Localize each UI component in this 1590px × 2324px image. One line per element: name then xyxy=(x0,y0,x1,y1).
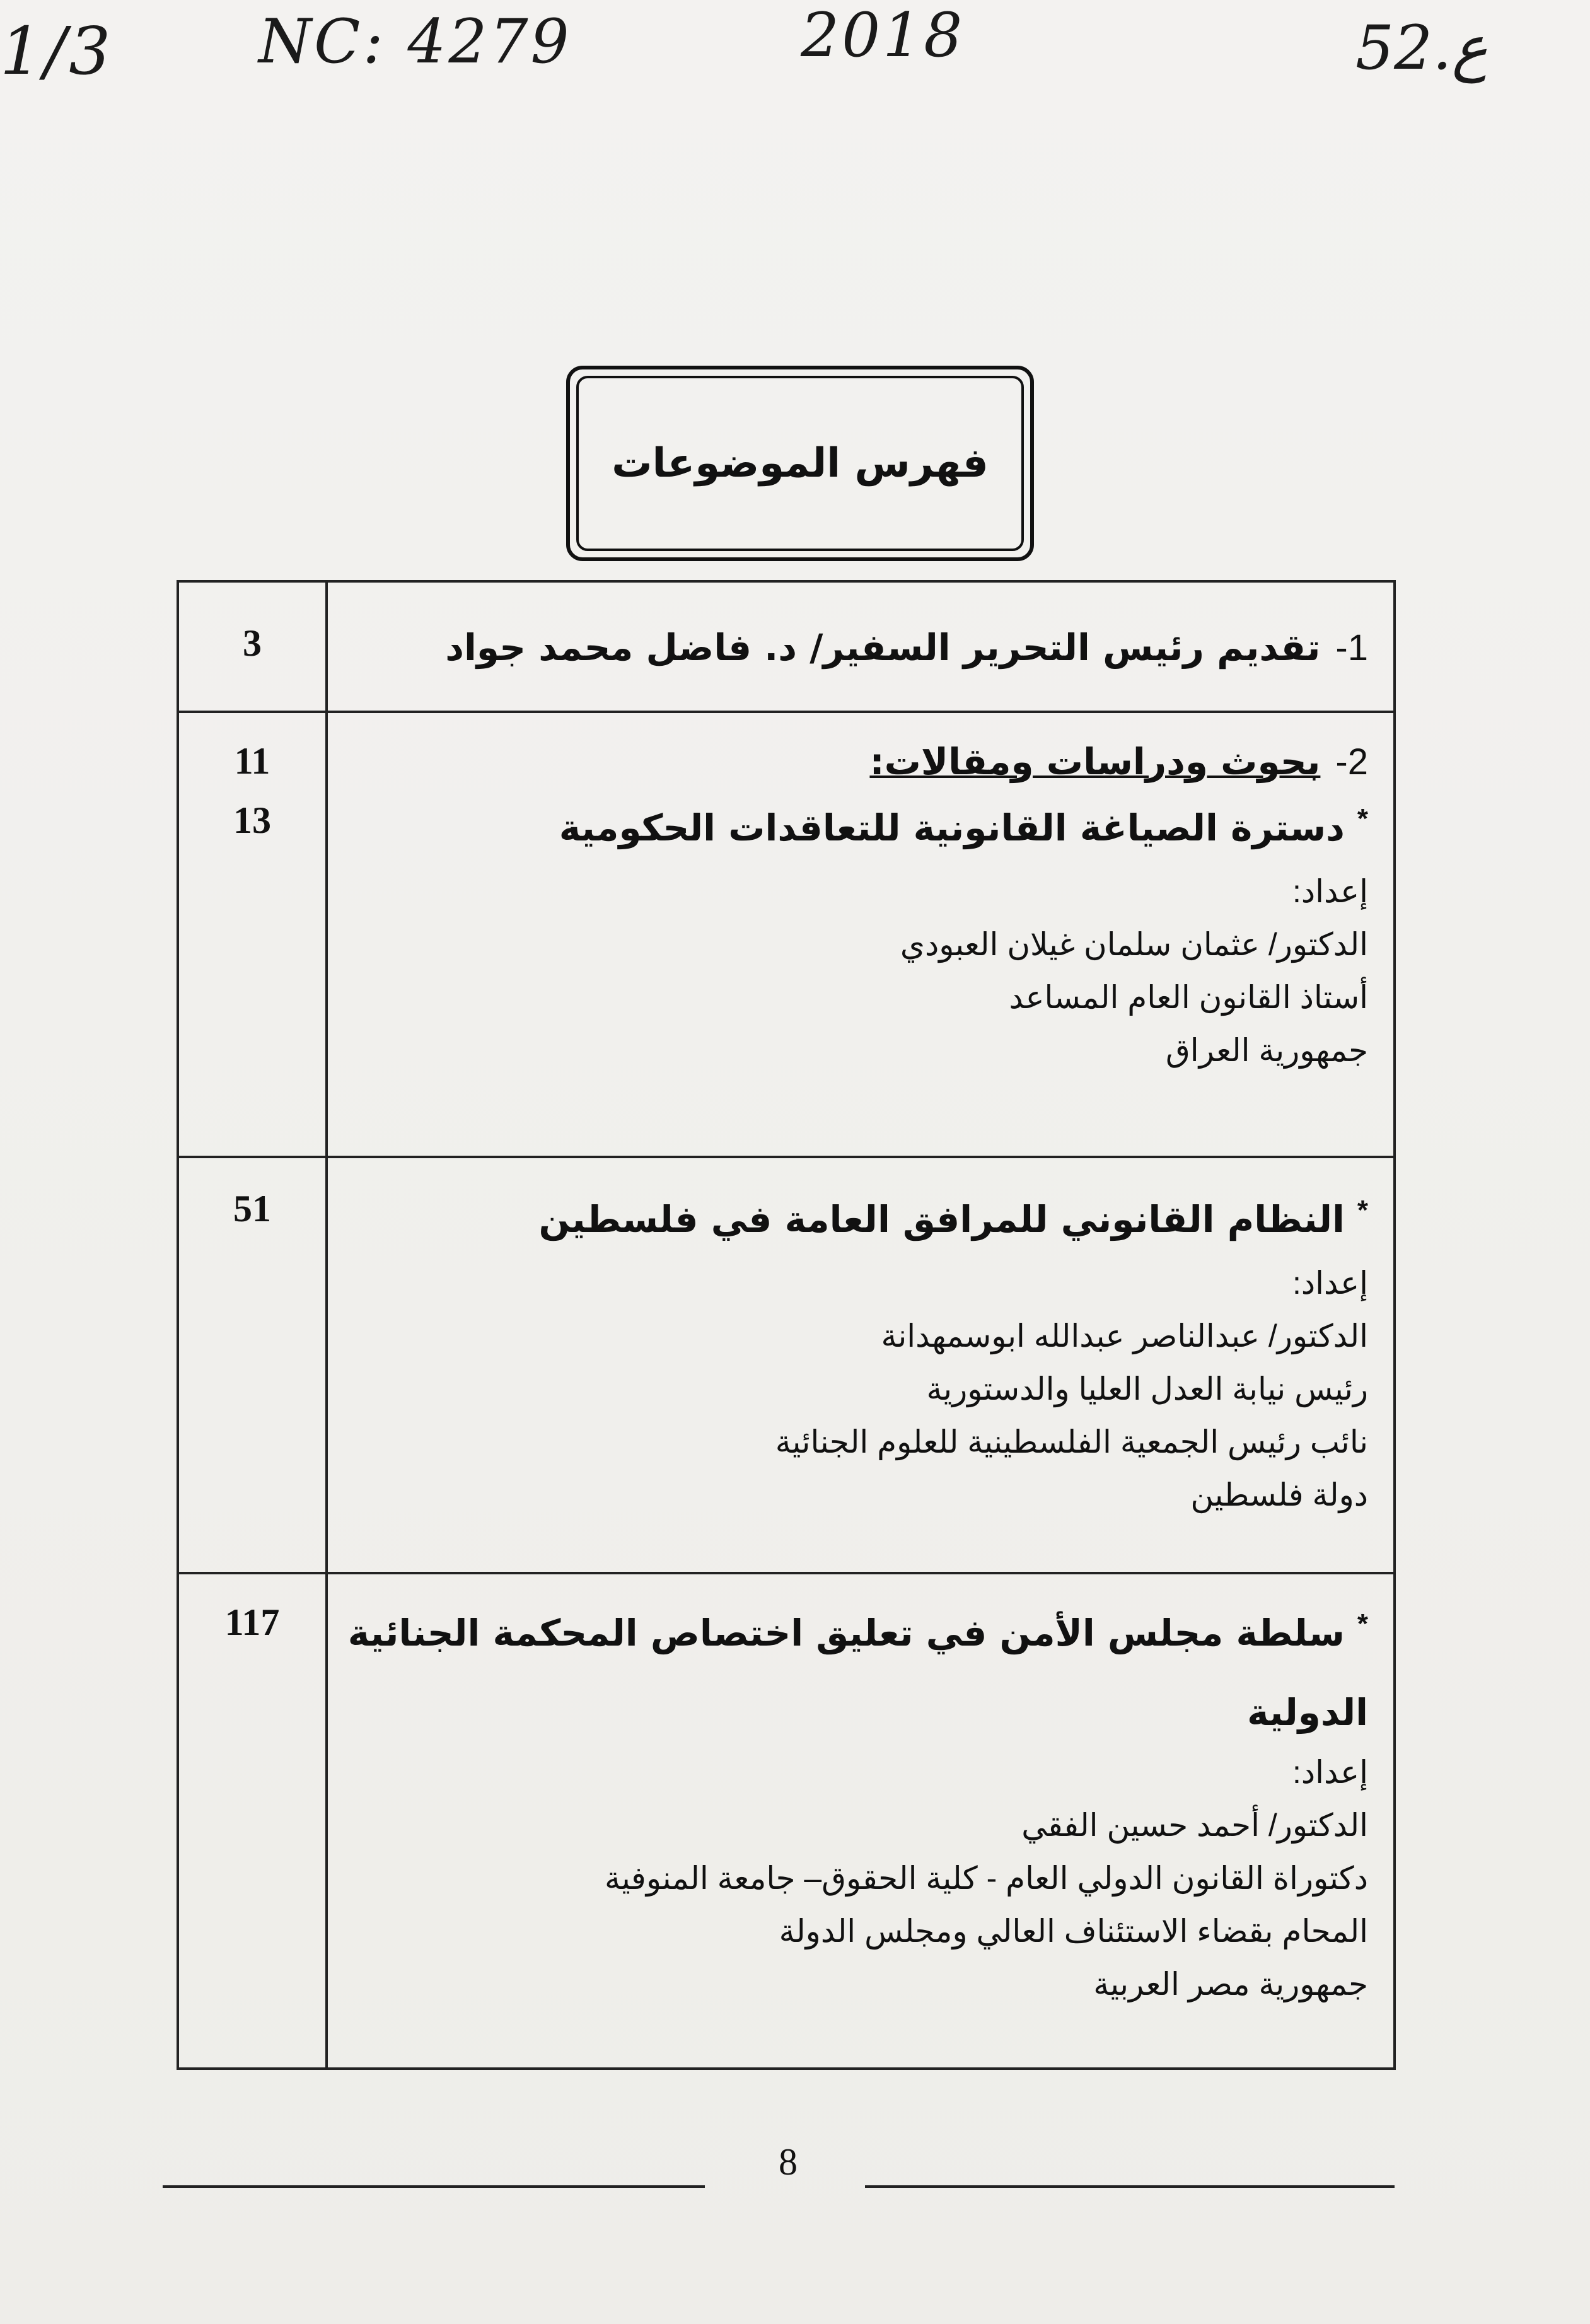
author-line: دكتوراة القانون الدولي العام - كلية الحقوق– جامعة المنوفية xyxy=(605,1861,1368,1896)
prepared-label: إعداد: xyxy=(1292,1755,1368,1790)
footer-rule-left xyxy=(163,2185,705,2188)
toc-row-1 xyxy=(179,583,1393,713)
author-line: الدكتور/ عبدالناصر عبدالله ابوسمهدانة xyxy=(881,1318,1368,1354)
toc-table xyxy=(177,580,1396,2070)
author-line: أستاذ القانون العام المساعد xyxy=(1009,980,1368,1015)
page-number: 117 xyxy=(224,1601,280,1643)
author-line: الدكتور/ عثمان سلمان غيلان العبودي xyxy=(900,927,1368,962)
author-line: المحام بقضاء الاستئناف العالي ومجلس الدولة xyxy=(779,1914,1368,1949)
author-line: نائب رئيس الجمعية الفلسطينية للعلوم الجنائية xyxy=(775,1424,1368,1460)
article-title-text: النظام القانوني للمرافق العامة في فلسطين xyxy=(538,1198,1345,1241)
article-title xyxy=(349,791,1368,856)
row-content xyxy=(349,733,1368,1077)
handwritten-year: 2018 xyxy=(801,0,965,71)
toc-heading xyxy=(349,619,1368,677)
footer-page-number: 8 xyxy=(779,2141,798,2183)
footer-rule-right xyxy=(865,2185,1395,2188)
heading-text: تقديم رئيس التحرير السفير/ د. فاضل محمد جواد xyxy=(445,626,1321,669)
author-line: دولة فلسطين xyxy=(1190,1477,1368,1513)
author-line: جمهورية العراق xyxy=(1166,1033,1368,1068)
star-bullet: * xyxy=(1357,803,1368,834)
prepared-label: إعداد: xyxy=(1292,874,1368,909)
article-title-text: دسترة الصياغة القانونية للتعاقدات الحكومية xyxy=(559,806,1345,849)
row-content xyxy=(349,1182,1368,1521)
heading-text: بحوث ودراسات ومقالات: xyxy=(869,740,1321,783)
prepared-label: إعداد: xyxy=(1292,1265,1368,1301)
article-title xyxy=(349,1596,1368,1661)
star-bullet: * xyxy=(1357,1608,1368,1639)
author-line: الدكتور/ أحمد حسين الفقي xyxy=(1021,1808,1368,1843)
handwritten-reference: 52.ع xyxy=(1355,13,1488,83)
page-title: فهرس الموضوعات xyxy=(612,440,989,487)
author-line: جمهورية مصر العربية xyxy=(1093,1967,1368,2002)
row-content xyxy=(349,1596,1368,2011)
toc-row-2 xyxy=(179,713,1393,1158)
article-title-text: سلطة مجلس الأمن في تعليق اختصاص المحكمة الجنائية xyxy=(347,1612,1345,1654)
page-number: 13 xyxy=(233,799,271,841)
row-content xyxy=(349,619,1368,677)
article-title xyxy=(349,1182,1368,1248)
article-title-continued: الدولية xyxy=(1247,1691,1368,1734)
star-bullet: * xyxy=(1357,1195,1368,1226)
page-number: 11 xyxy=(234,740,270,782)
toc-row-3 xyxy=(179,1158,1393,1574)
heading-number: 1- xyxy=(1335,627,1368,668)
author-line: رئيس نيابة العدل العليا والدستورية xyxy=(926,1371,1368,1407)
page-number: 51 xyxy=(233,1188,271,1229)
title-frame xyxy=(566,366,1034,561)
toc-heading xyxy=(349,733,1368,791)
page-number: 3 xyxy=(243,622,262,664)
title-inner-frame xyxy=(576,376,1024,551)
heading-number: 2- xyxy=(1335,741,1368,782)
handwritten-nc-number: NC: 4279 xyxy=(258,6,572,77)
toc-row-4 xyxy=(179,1574,1393,2072)
handwritten-fraction: 1/3 xyxy=(0,13,113,90)
